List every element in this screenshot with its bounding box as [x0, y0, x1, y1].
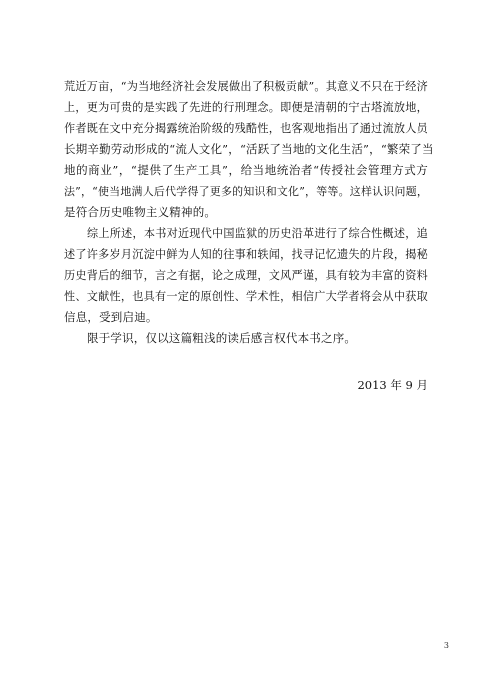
paragraph-1-line-4: 长期辛勤劳动形成的“流人文化”，“活跃了当地的文化生活”，“繁荣了当: [64, 142, 434, 156]
signature-date: 2013 年 9 月: [357, 378, 428, 392]
paragraph-1-line-5: 地的商业”，“提供了生产工具”，给当地统治者“传授社会管理方式方: [64, 163, 428, 177]
page-number: 3: [443, 641, 449, 650]
paragraph-1-line-3: 作者既在文中充分揭露统治阶级的残酷性，也客观地指出了通过流放人员: [64, 122, 428, 135]
paragraph-2-line-1: 综上所述，本书对近现代中国监狱的历史沿革进行了综合性概述，追: [87, 227, 428, 240]
paragraph-1-line-1: 荒近万亩，“为当地经济社会发展做出了积极贡献”。其意义不只在于经济: [64, 80, 428, 93]
body-text: [64, 76, 434, 349]
paragraph-2-line-5: 信息，受到启迪。: [64, 310, 158, 324]
paragraph-1-line-6: 法”，“使当地满人后代学得了更多的知识和文化”，等等。这样认识问题，: [64, 185, 428, 198]
paragraph-1-line-7: 是符合历史唯物主义精神的。: [64, 205, 217, 219]
paragraph-2-line-4: 性、文献性，也具有一定的原创性、学术性，相信广大学者将会从中获取: [64, 290, 428, 303]
paragraph-3-line-1: 限于学识，仅以这篇粗浅的读后感言权代本书之序。: [87, 331, 357, 345]
paragraph-2-line-2: 述了许多岁月沉淀中鲜为人知的往事和轶闻，找寻记忆遗失的片段，揭秘: [64, 248, 428, 261]
paragraph-2-line-3: 历史背后的细节，言之有据，论之成理，文风严谨，具有较为丰富的资料: [64, 269, 428, 282]
paragraph-1-line-2: 上，更为可贵的是实践了先进的行刑理念。即便是清朝的宁古塔流放地，: [64, 101, 428, 114]
